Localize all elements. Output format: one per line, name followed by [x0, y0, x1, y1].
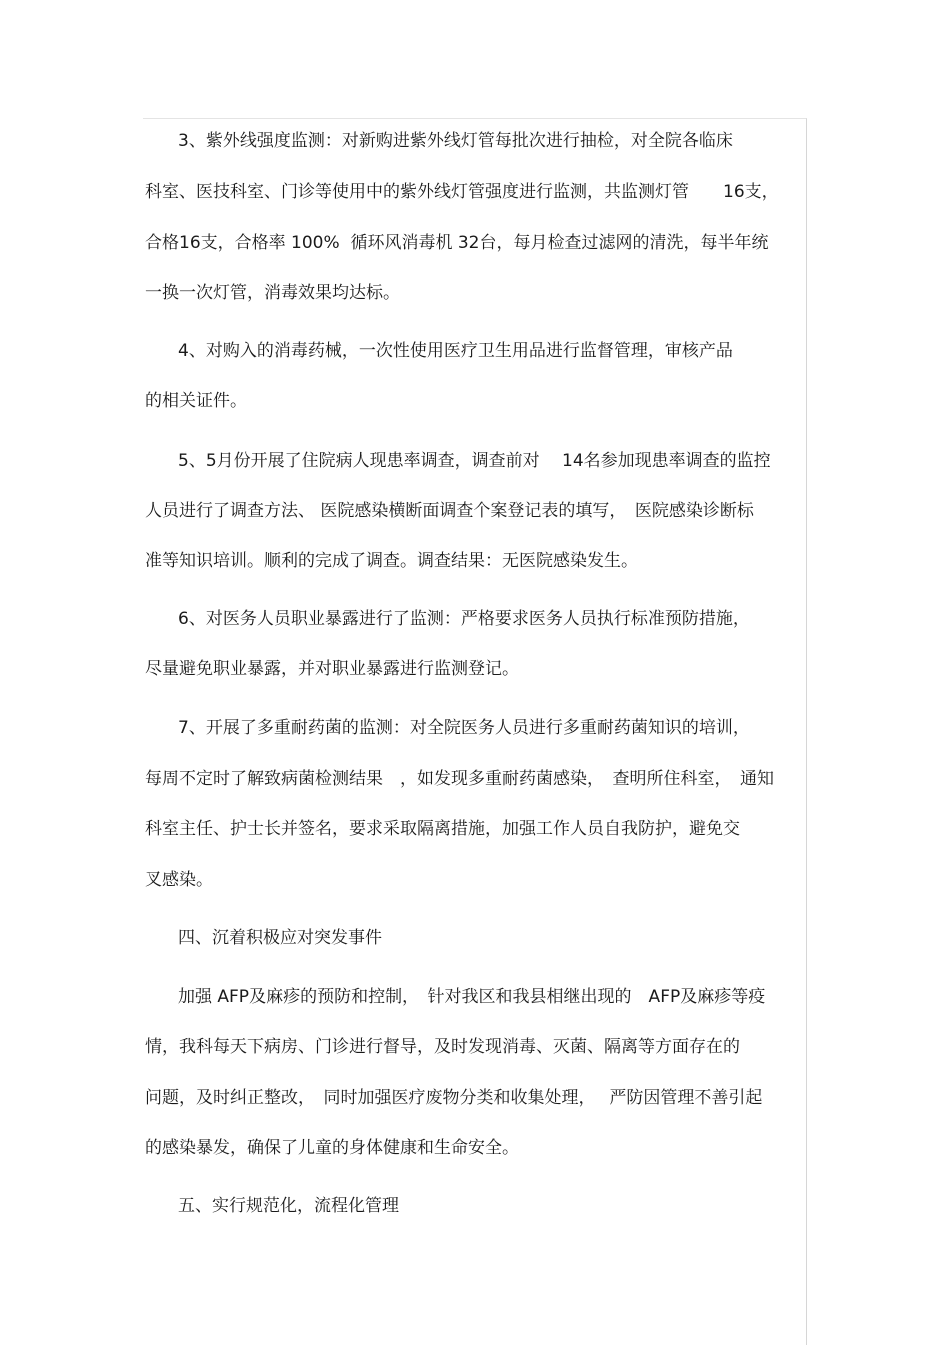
text-line: 科室、医技科室、门诊等使用中的紫外线灯管强度进行监测，共监测灯管 16支， — [145, 182, 779, 202]
text-line: 准等知识培训。顺利的完成了调查。调查结果：无医院感染发生。 — [145, 551, 638, 571]
text-line: 问题，及时纠正整改， 同时加强医疗废物分类和收集处理， 严防因管理不善引起 — [145, 1088, 763, 1108]
text-line: 4、对购入的消毒药械，一次性使用医疗卫生用品进行监督管理，审核产品 — [178, 341, 733, 361]
text-line: 合格16支，合格率 100% 循环风消毒机 32台，每月检查过滤网的清洗，每半年统 — [145, 233, 769, 253]
text-line: 科室主任、护士长并签名，要求采取隔离措施，加强工作人员自我防护，避免交 — [145, 819, 740, 839]
text-line: 的相关证件。 — [145, 391, 247, 411]
text-line: 尽量避免职业暴露，并对职业暴露进行监测登记。 — [145, 659, 519, 679]
text-line: 3、紫外线强度监测：对新购进紫外线灯管每批次进行抽检，对全院各临床 — [178, 131, 733, 151]
text-line: 7、开展了多重耐药菌的监测：对全院医务人员进行多重耐药菌知识的培训， — [178, 718, 750, 738]
text-line: 人员进行了调查方法、 医院感染横断面调查个案登记表的填写， 医院感染诊断标 — [145, 501, 754, 521]
text-line: 加强 AFP及麻疹的预防和控制， 针对我区和我县相继出现的 AFP及麻疹等疫 — [178, 987, 766, 1007]
text-line: 每周不定时了解致病菌检测结果 ，如发现多重耐药菌感染， 查明所住科室， 通知 — [145, 769, 774, 789]
text-line: 情，我科每天下病房、门诊进行督导，及时发现消毒、灭菌、隔离等方面存在的 — [145, 1037, 740, 1057]
text-line: 的感染暴发，确保了儿童的身体健康和生命安全。 — [145, 1138, 519, 1158]
text-line: 6、对医务人员职业暴露进行了监测：严格要求医务人员执行标准预防措施， — [178, 609, 750, 629]
section-heading: 五、实行规范化，流程化管理 — [178, 1196, 399, 1216]
text-line: 5、5月份开展了住院病人现患率调查，调查前对 14名参加现患率调查的监控 — [178, 451, 771, 471]
section-heading: 四、沉着积极应对突发事件 — [178, 928, 382, 948]
text-line: 一换一次灯管，消毒效果均达标。 — [145, 283, 400, 303]
text-line: 叉感染。 — [145, 870, 213, 890]
